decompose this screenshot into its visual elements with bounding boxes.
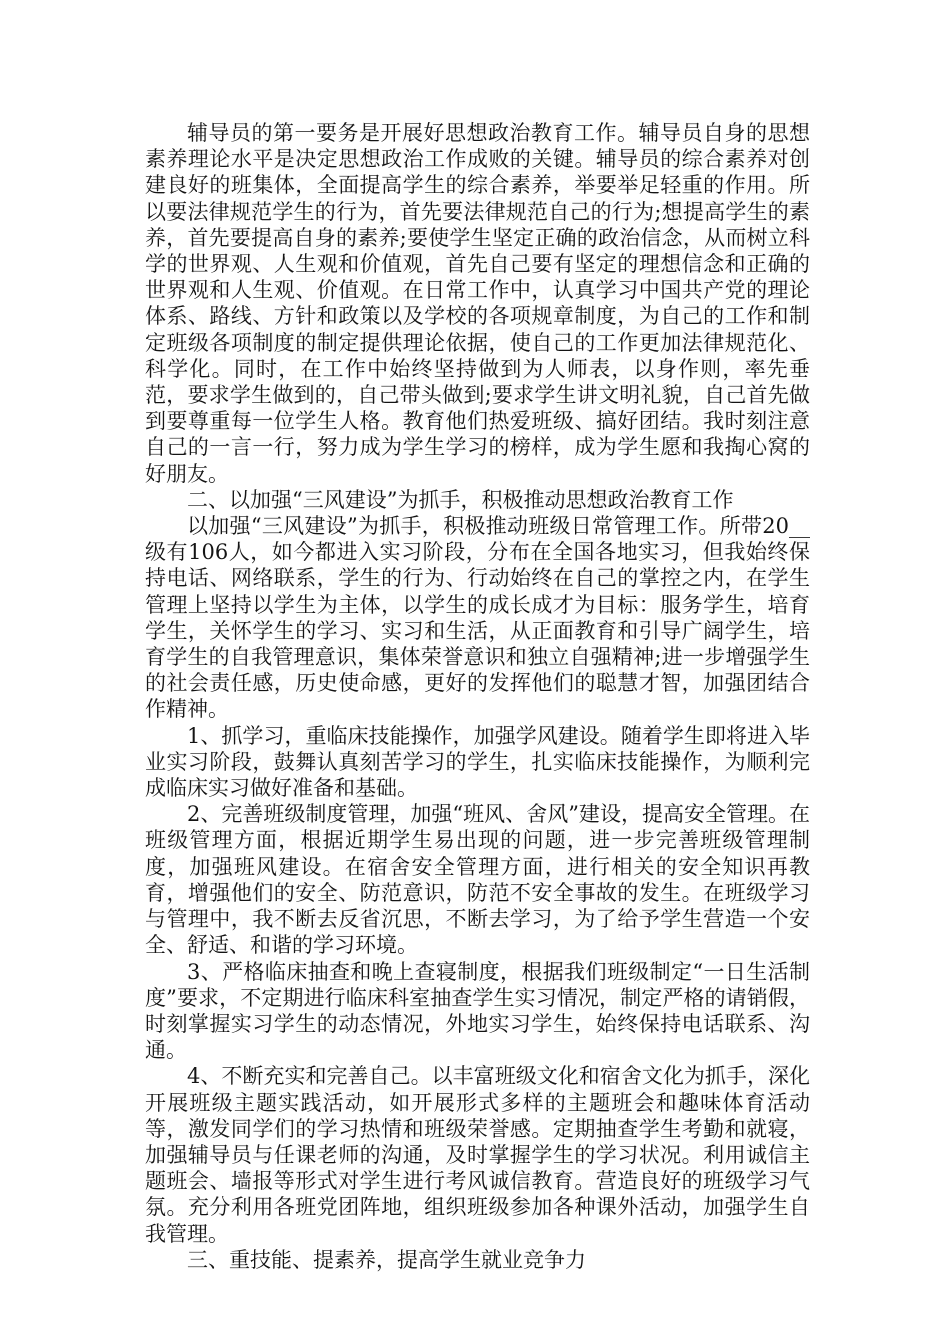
paragraph-three-styles: 以加强“三风建设”为抓手，积极推动班级日常管理工作。所带20__级有106人，如今都进入实习阶段，分布在全国各地实习，但我始终保持电话、网络联系，学生的行为、行动始终在自己的掌控之内，在学生管理上坚持以学生为主体，以学生的成长成才为目标：服务学生，培育学生，关怀学生的学习、实习和生活，从正面教育和引导广阔学生，培育学生的自我管理意识，集体荣誉意识和独立自强精神;进一步增强学生的社会责任感，历史使命感，更好的发挥他们的聪慧才智，加强团结合作精神。 bbox=[145, 514, 810, 722]
heading-section-two: 二、以加强“三风建设”为抓手，积极推动思想政治教育工作 bbox=[187, 487, 734, 512]
document-body bbox=[145, 120, 810, 1273]
paragraph-item-1: 1、抓学习，重临床技能操作，加强学风建设。随着学生即将进入毕业实习阶段，鼓舞认真刻苦学习的学生，扎实临床技能操作，为顺利完成临床实习做好准备和基础。 bbox=[145, 723, 810, 801]
paragraph-item-3: 3、严格临床抽查和晚上查寝制度，根据我们班级制定“一日生活制度”要求，不定期进行临床科室抽查学生实习情况，制定严格的请销假，时刻掌握实习学生的动态情况，外地实习学生，始终保持电话联系、沟通。 bbox=[145, 959, 810, 1063]
paragraph-item-2: 2、完善班级制度管理，加强“班风、舍风”建设，提高安全管理。在班级管理方面，根据近期学生易出现的问题，进一步完善班级管理制度，加强班风建设。在宿舍安全管理方面，进行相关的安全知识再教育，增强他们的安全、防范意识，防范不安全事故的发生。在班级学习与管理中，我不断去反省沉思，不断去学习，为了给予学生营造一个安全、舒适、和谐的学习环境。 bbox=[145, 802, 810, 958]
paragraph-item-4: 4、不断充实和完善自己。以丰富班级文化和宿舍文化为抓手，深化开展班级主题实践活动，如开展形式多样的主题班会和趣味体育活动等，激发同学们的学习热情和班级荣誉感。定期抽查学生考勤和就寝，加强辅导员与任课老师的沟通，及时掌握学生的学习状况。利用诚信主题班会、墙报等形式对学生进行考风诚信教育。营造良好的班级学习气氛。充分利用各班党团阵地，组织班级参加各种课外活动，加强学生自我管理。 bbox=[145, 1064, 810, 1246]
heading-section-three: 三、重技能、提素养，提高学生就业竞争力 bbox=[187, 1247, 586, 1272]
paragraph-counselor-duties: 辅导员的第一要务是开展好思想政治教育工作。辅导员自身的思想素养理论水平是决定思想政治工作成败的关键。辅导员的综合素养对创建良好的班集体，全面提高学生的综合素养，举要举足轻重的作用。所以要法律规范学生的行为，首先要法律规范自己的行为;想提高学生的素养，首先要提高自身的素养;要使学生坚定正确的政治信念，从而树立科学的世界观、人生观和价值观，首先自己要有坚定的理想信念和正确的世界观和人生观、价值观。在日常工作中，认真学习中国共产党的理论体系、路线、方针和政策以及学校的各项规章制度，为自己的工作和制定班级各项制度的制定提供理论依据，使自己的工作更加法律规范化、科学化。同时，在工作中始终坚持做到为人师表，以身作则，率先垂范，要求学生做到的，自己带头做到;要求学生讲文明礼貌，自己首先做到要尊重每一位学生人格。教育他们热爱班级、搞好团结。我时刻注意自己的一言一行，努力成为学生学习的榜样，成为学生愿和我掏心窝的好朋友。 bbox=[145, 121, 810, 486]
